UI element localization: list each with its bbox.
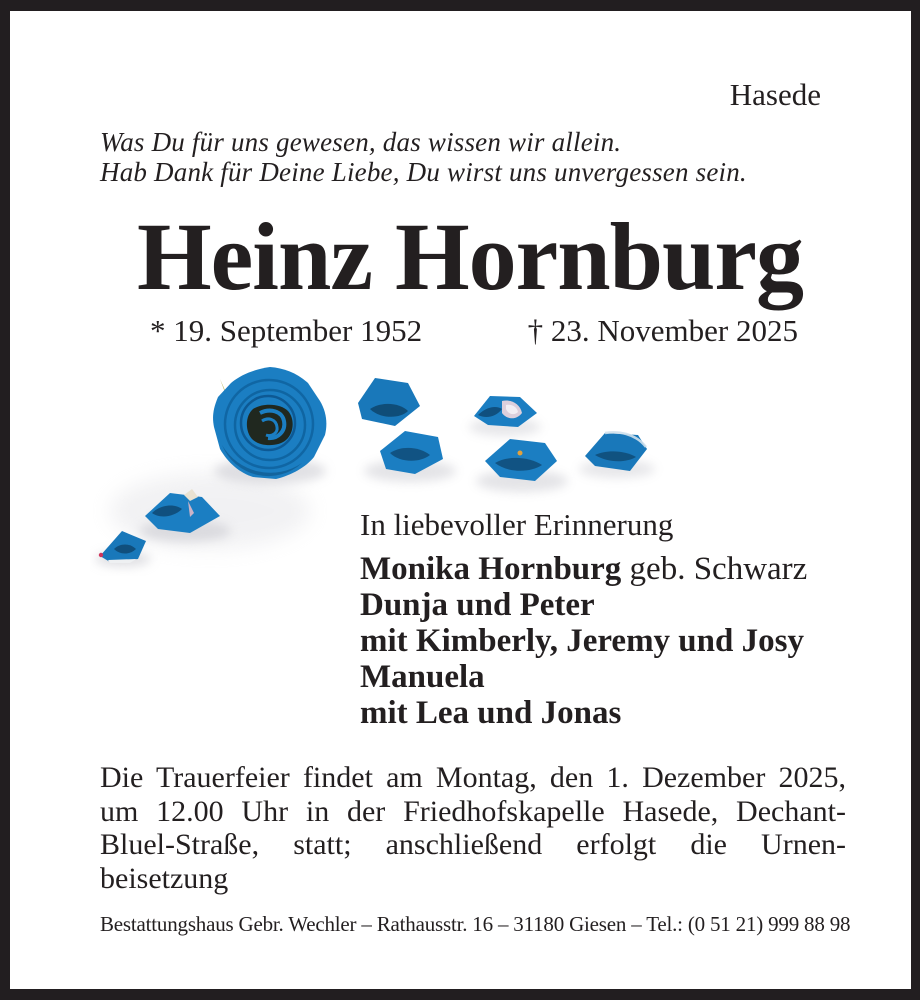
- mourner-name: Dunja und Peter: [360, 587, 595, 623]
- death-date: † 23. November 2025: [527, 313, 798, 348]
- mourner-name: mit Lea und Jonas: [360, 695, 622, 731]
- funeral-home-line: Bestattungshaus Gebr. Wechler – Rathausstr. 16 – 31180 Giesen – Tel.: (0 51 21) 999 88 98: [100, 912, 851, 936]
- location-label: Hasede: [729, 77, 821, 112]
- verse-line-2: Hab Dank für Deine Liebe, Du wirst uns unvergessen sein.: [100, 157, 747, 187]
- mourners-list: [360, 551, 807, 731]
- mourner-line: [360, 695, 807, 731]
- memorial-intro: In liebevoller Erinnerung: [360, 507, 674, 542]
- deceased-name: Heinz Hornburg: [136, 203, 803, 310]
- mourner-name: mit Kimberly, Jeremy und Josy: [360, 623, 804, 659]
- mourner-line: [360, 587, 807, 623]
- mourner-line: [360, 551, 807, 587]
- funeral-line: um 12.00 Uhr in der Friedhofskapelle Hasede, Dechant-: [100, 794, 846, 828]
- memorial-verse: [100, 127, 747, 187]
- funeral-line: Die Trauerfeier findet am Montag, den 1. Dezember 2025,: [100, 761, 846, 794]
- mourner-suffix: geb. Schwarz: [621, 551, 808, 587]
- blue-rose-image: [90, 361, 675, 576]
- funeral-announcement: [100, 761, 846, 895]
- mourner-line: [360, 623, 807, 659]
- verse-line-1: Was Du für uns gewesen, das wissen wir allein.: [100, 127, 622, 157]
- funeral-line: Bluel-Straße, statt; anschließend erfolgt die Urnen-: [100, 828, 846, 861]
- mourner-line: [360, 659, 807, 695]
- petal-shadows: [95, 418, 655, 567]
- funeral-line: beisetzung: [100, 861, 229, 895]
- mourner-name: Manuela: [360, 659, 485, 695]
- mourner-name: Monika Hornburg: [360, 551, 622, 587]
- blue-rose-svg: [90, 361, 675, 576]
- birth-date: * 19. September 1952: [150, 313, 423, 348]
- life-dates: [150, 314, 798, 348]
